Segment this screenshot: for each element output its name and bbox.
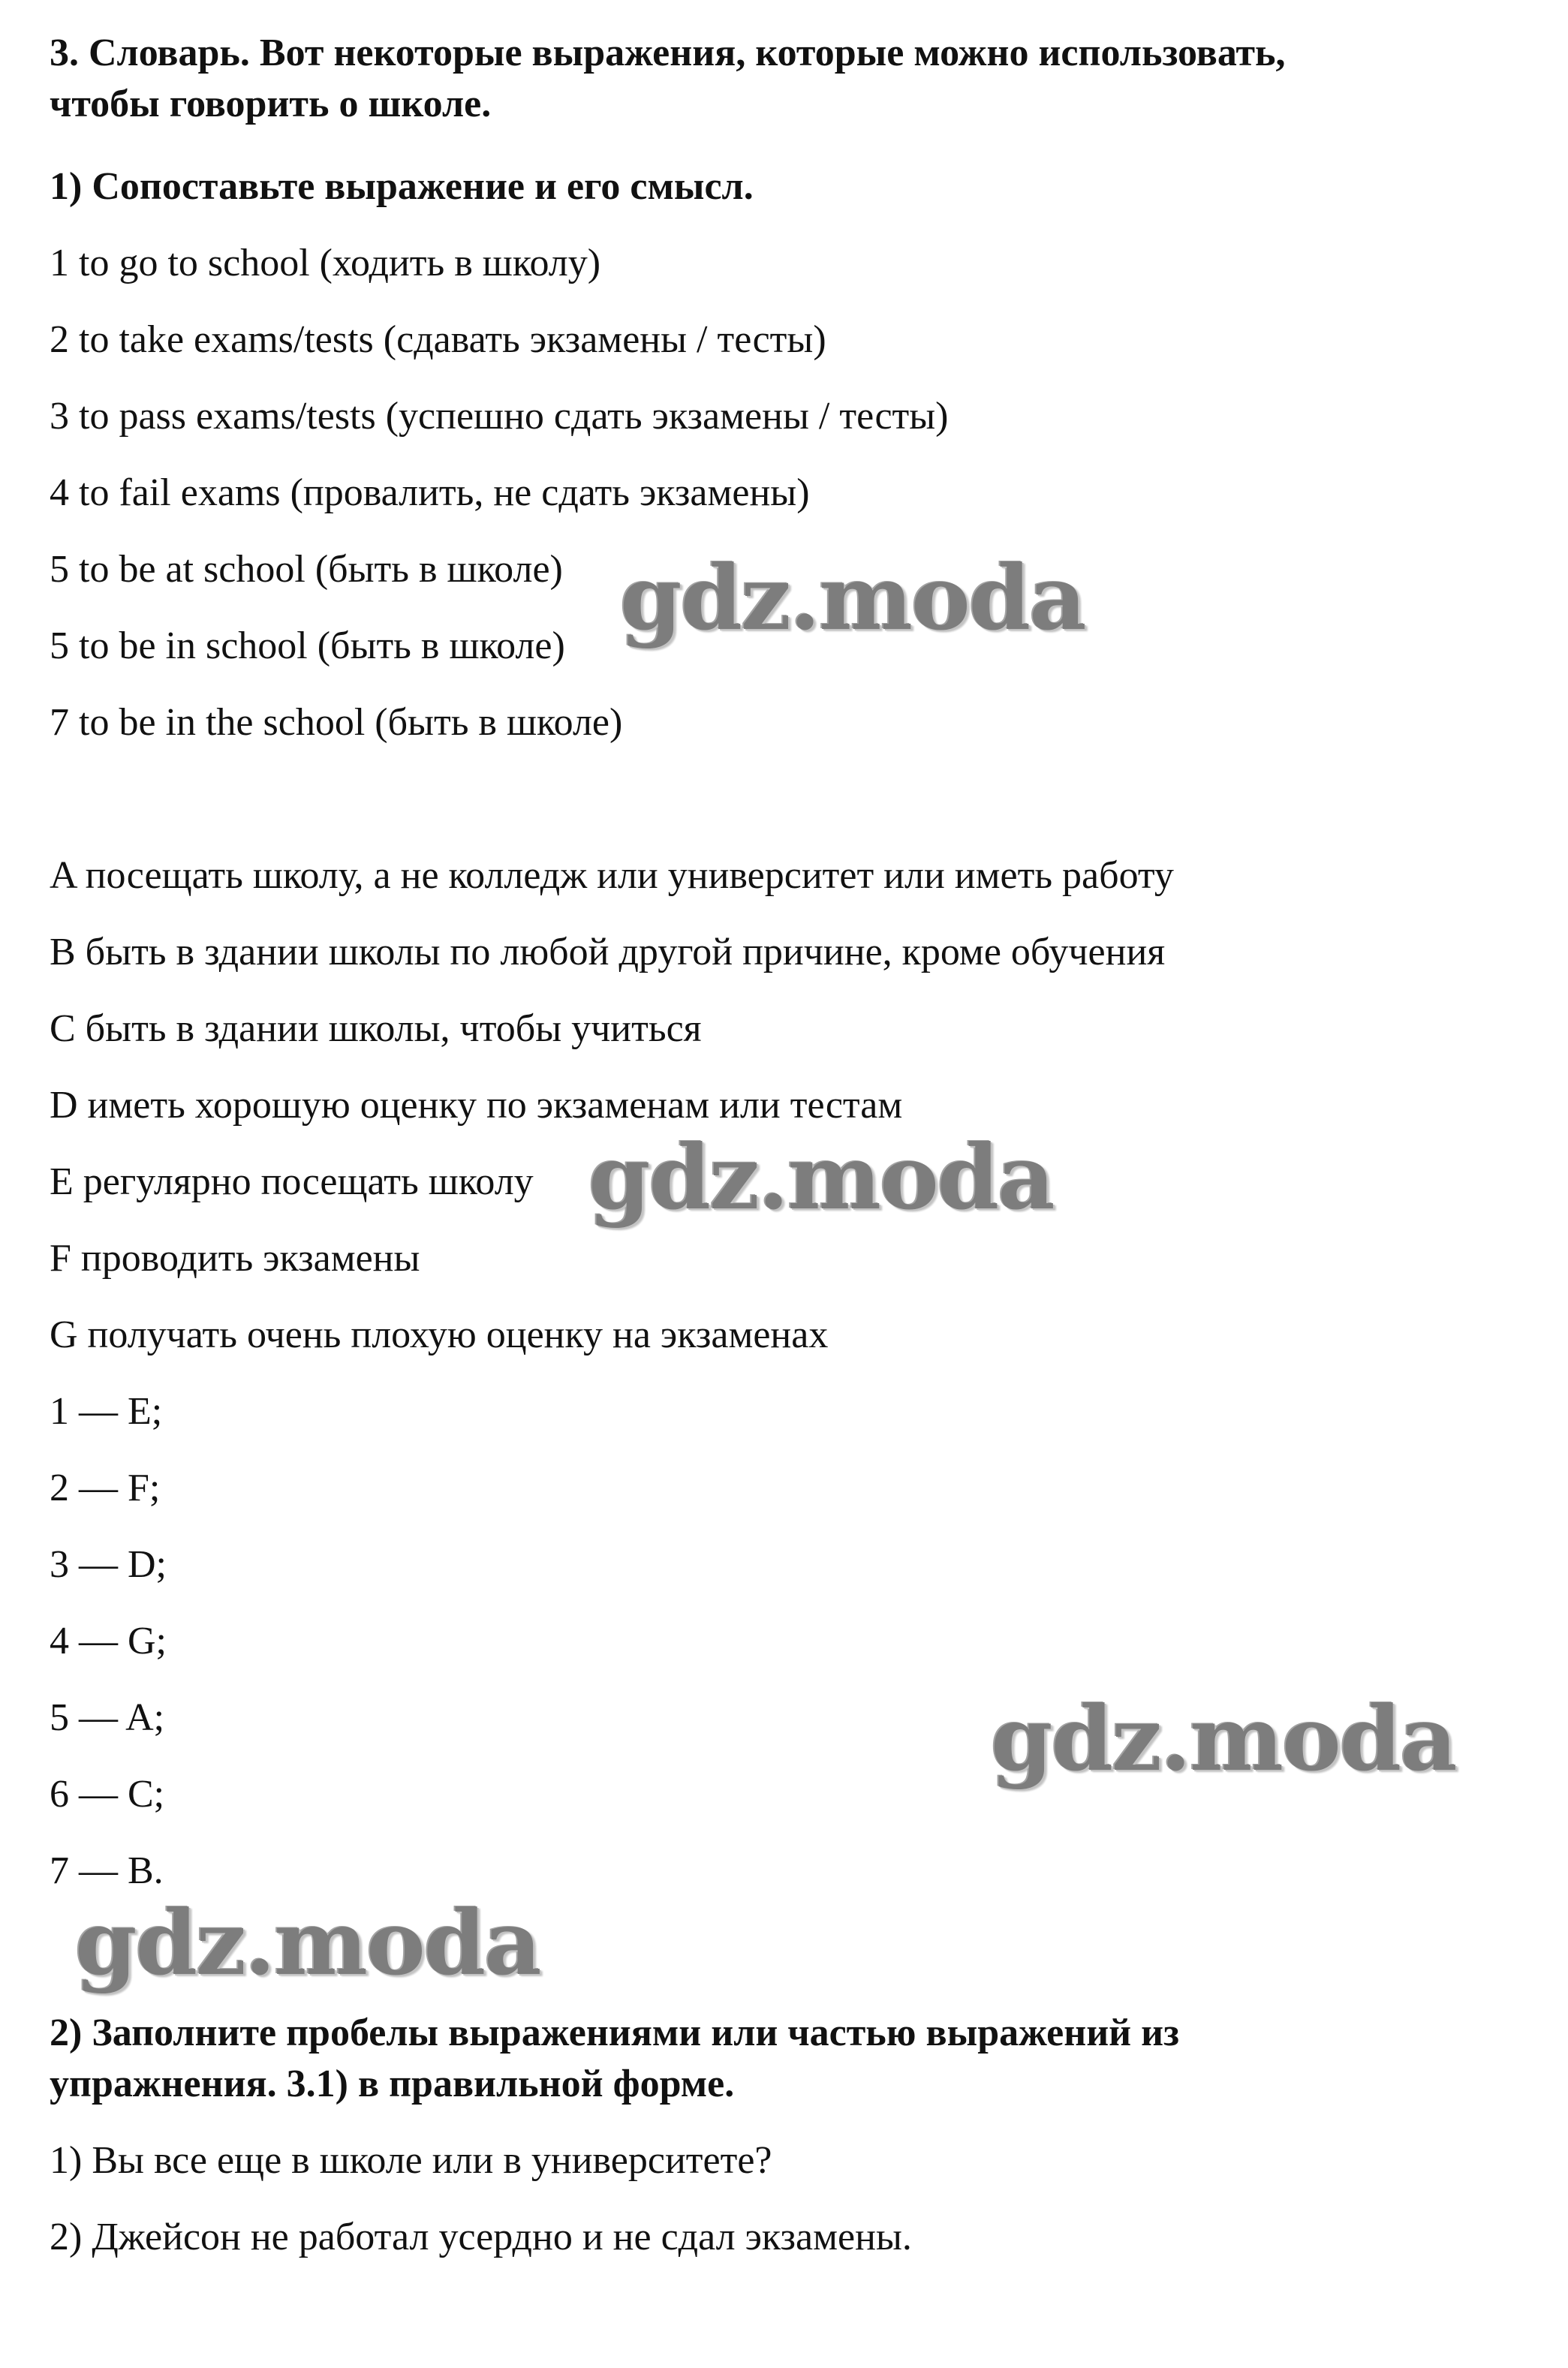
watermark-logo: gdz.moda [588, 1125, 1054, 1229]
meaning-item: C быть в здании школы, чтобы учиться [50, 1007, 702, 1050]
watermark-logo: gdz.moda [75, 1891, 540, 1995]
expression-item: 4 to fail exams (провалить, не сдать экзамены) [50, 471, 810, 514]
exercise-heading-line-1: 3. Словарь. Вот некоторые выражения, которые можно использовать, [50, 32, 1286, 74]
answer-item: 1 — E; [50, 1390, 163, 1433]
meaning-item: D иметь хорошую оценку по экзаменам или тестам [50, 1084, 903, 1127]
task2-sentence: 1) Вы все еще в школе или в университете? [50, 2139, 772, 2182]
answer-item: 3 — D; [50, 1543, 167, 1586]
watermark-logo: gdz.moda [991, 1686, 1456, 1791]
answer-item: 4 — G; [50, 1620, 167, 1662]
exercise-heading-line-2: чтобы говорить о школе. [50, 83, 492, 125]
meaning-item: A посещать школу, а не колледж или университет или иметь работу [50, 854, 1174, 897]
expression-item: 5 to be at school (быть в школе) [50, 548, 563, 591]
task1-title: 1) Сопоставьте выражение и его смысл. [50, 165, 754, 208]
watermark-logo: gdz.moda [620, 546, 1085, 650]
answer-item: 7 — B. [50, 1849, 164, 1892]
task2-title-line-2: упражнения. 3.1) в правильной форме. [50, 2063, 735, 2105]
answer-item: 2 — F; [50, 1467, 161, 1509]
expression-item: 3 to pass exams/tests (успешно сдать экзамены / тесты) [50, 395, 949, 438]
expression-item: 5 to be in school (быть в школе) [50, 624, 565, 667]
task2-sentence: 2) Джейсон не работал усердно и не сдал экзамены. [50, 2216, 912, 2258]
meaning-item: G получать очень плохую оценку на экзаменах [50, 1313, 829, 1356]
meaning-item: B быть в здании школы по любой другой причине, кроме обучения [50, 931, 1166, 973]
expression-item: 2 to take exams/tests (сдавать экзамены / тесты) [50, 318, 826, 361]
meaning-item: F проводить экзамены [50, 1237, 420, 1280]
meaning-item: E регулярно посещать школу [50, 1160, 534, 1203]
task2-title-line-1: 2) Заполните пробелы выражениями или частью выражений из [50, 2011, 1179, 2054]
answer-item: 5 — A; [50, 1696, 165, 1739]
answer-item: 6 — C; [50, 1773, 165, 1816]
expression-item: 7 to be in the school (быть в школе) [50, 701, 623, 744]
expression-item: 1 to go to school (ходить в школу) [50, 242, 601, 284]
